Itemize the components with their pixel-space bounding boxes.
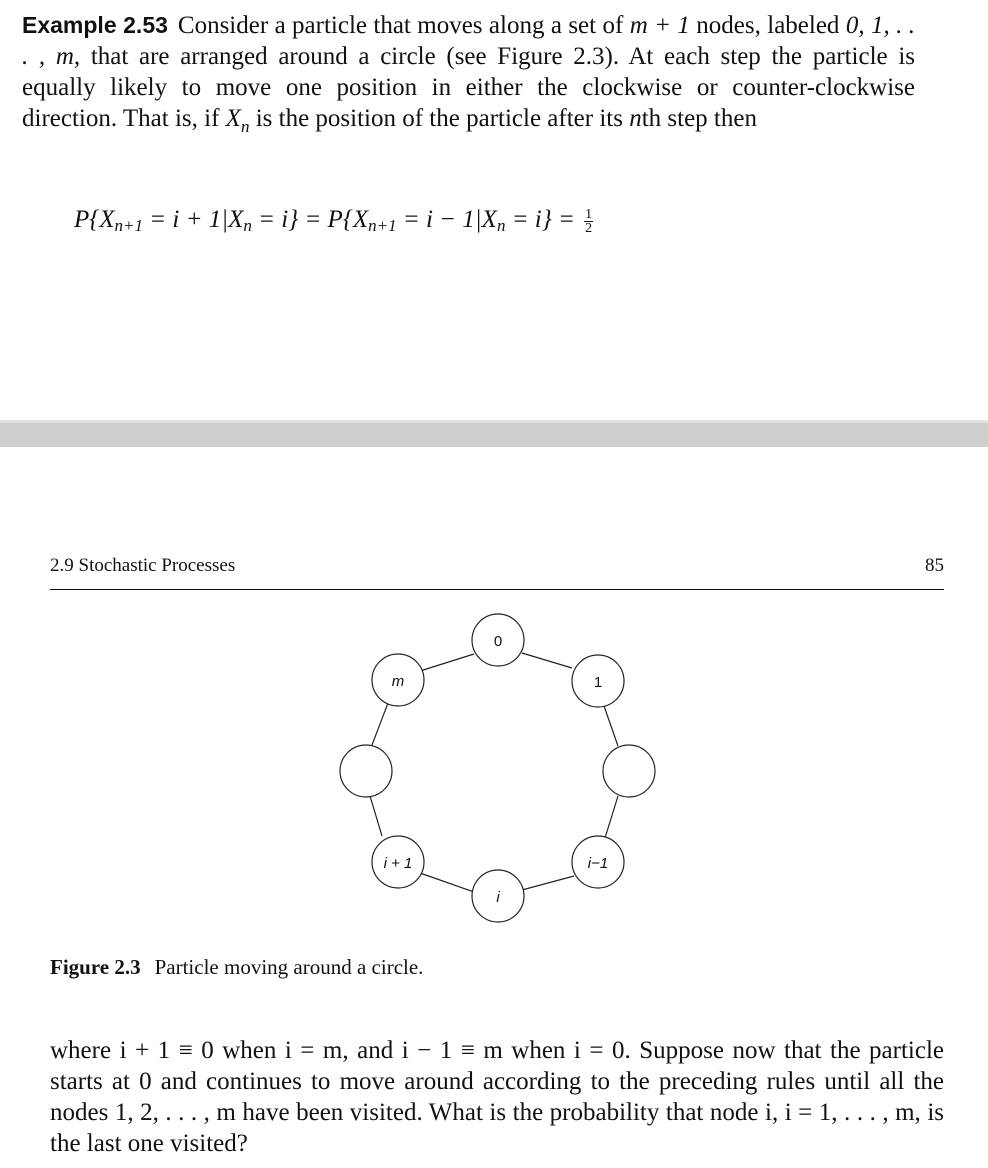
edge-i-ip1 bbox=[420, 873, 474, 892]
edge-ip1-l bbox=[370, 796, 382, 836]
eq-part-4: = i − 1|X bbox=[396, 206, 497, 233]
example-xn-sub: n bbox=[240, 117, 250, 136]
node-right-blank bbox=[603, 745, 655, 797]
node-label-i: i bbox=[496, 889, 500, 906]
node-label-i-plus-1: i + 1 bbox=[383, 855, 413, 872]
node-label-0: 0 bbox=[493, 633, 503, 650]
edge-0-m bbox=[420, 654, 474, 671]
example-m-plus-one: m + 1 bbox=[629, 12, 690, 39]
node-label-m: m bbox=[391, 673, 405, 690]
eq-sub-3: n+1 bbox=[368, 216, 397, 235]
eq-part-1: P{X bbox=[74, 206, 115, 233]
example-text-4: is the position of the particle after its bbox=[249, 105, 630, 132]
example-node-range: 0, 1, . . . , m, bbox=[22, 12, 915, 70]
node-label-1: 1 bbox=[593, 674, 603, 691]
node-left-blank bbox=[340, 745, 392, 797]
example-text-5: th step then bbox=[641, 105, 757, 132]
example-label: Example 2.53 bbox=[22, 12, 168, 38]
example-nth: n bbox=[629, 105, 642, 132]
fraction-numerator: 1 bbox=[585, 206, 593, 222]
example-text-1: Consider a particle that moves along a set of bbox=[177, 12, 630, 39]
fraction-denominator: 2 bbox=[585, 220, 593, 236]
example-text-2: nodes, labeled bbox=[689, 12, 846, 39]
example-xn: X bbox=[225, 105, 241, 132]
edge-im1-i bbox=[522, 876, 574, 890]
eq-sub-1: n+1 bbox=[114, 216, 144, 235]
node-label-i-minus-1: i−1 bbox=[587, 855, 609, 872]
edge-r-im1 bbox=[605, 796, 618, 838]
caption-label: Figure 2.3 bbox=[50, 955, 141, 979]
eq-part-2: = i + 1|X bbox=[143, 206, 244, 233]
eq-part-3: = i} = P{X bbox=[251, 206, 369, 233]
figure-caption bbox=[50, 955, 423, 980]
continuation-paragraph: where i + 1 ≡ 0 when i = m, and i − 1 ≡ m when i = 0. Suppose now that the particle starts at 0 and continues to move around according to the preceding rules until all the nodes 1, 2, . . . , m have been visited. What is the probability that node i, i = 1, . . . , m, is the last one visited? bbox=[50, 1037, 944, 1157]
edge-0-1 bbox=[522, 653, 572, 668]
page-number: 85 bbox=[925, 555, 944, 576]
caption-text: Particle moving around a circle. bbox=[154, 955, 424, 979]
eq-sub-4: n bbox=[496, 216, 506, 235]
eq-sub-2: n bbox=[243, 216, 252, 235]
edge-l-m bbox=[372, 703, 388, 745]
edge-1-r bbox=[604, 706, 618, 746]
example-text-3: that are arranged around a circle (see Figure 2.3). At each step the particle is equally likely to move one position in either the clockwise or counter-clockwise direction. That is, if bbox=[22, 43, 915, 132]
eq-part-5: = i} = bbox=[505, 206, 582, 233]
section-title: 2.9 Stochastic Processes bbox=[50, 555, 236, 576]
